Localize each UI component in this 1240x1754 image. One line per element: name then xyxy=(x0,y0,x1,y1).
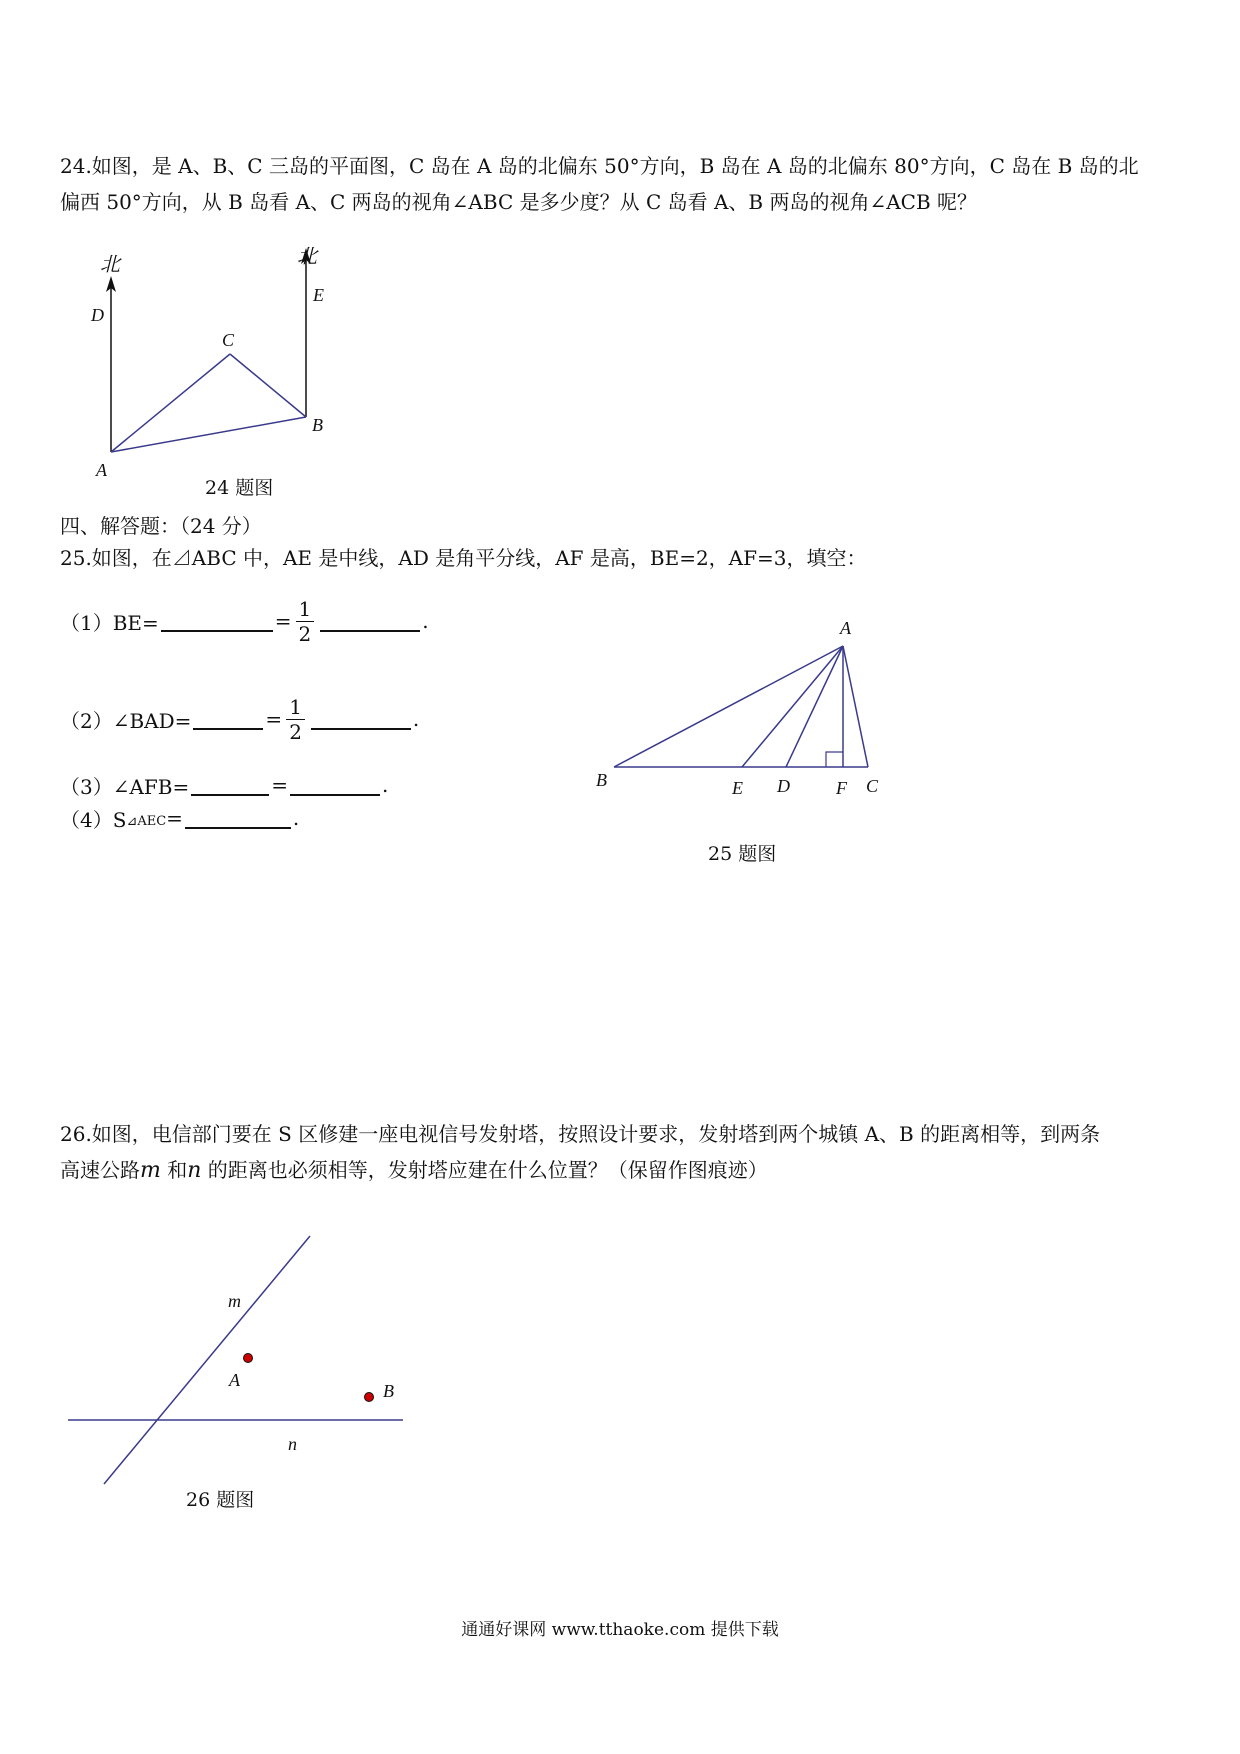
q25-text: 25.如图，在⊿ABC 中，AE 是中线，AD 是角平分线，AF 是高，BE=2，AF=3，填空： xyxy=(60,546,867,570)
label-north-right: 北 xyxy=(297,246,317,268)
item2-eq: = xyxy=(265,707,283,731)
label-a-25: A xyxy=(840,618,851,638)
label-a: A xyxy=(96,460,107,480)
label-e: E xyxy=(313,285,324,305)
q26-line2-b: 和 xyxy=(160,1158,188,1182)
caption-25: 25 题图 xyxy=(708,843,777,865)
caption-26: 26 题图 xyxy=(186,1489,255,1511)
label-c: C xyxy=(222,330,235,350)
item3-end: . xyxy=(382,773,389,797)
q26-line1: 26.如图，电信部门要在 S 区修建一座电视信号发射塔，按照设计要求，发射塔到两个城镇 A、B 的距离相等，到两条 xyxy=(60,1122,1101,1146)
label-e-25: E xyxy=(732,778,743,798)
item2-prefix: （2）∠BAD= xyxy=(60,708,192,733)
frac1-num: 1 xyxy=(296,597,315,622)
label-c-25: C xyxy=(866,776,879,796)
frac2-num: 1 xyxy=(286,695,305,720)
section4-heading: 四、解答题：（24 分） xyxy=(60,514,262,538)
caption-24: 24 题图 xyxy=(205,477,274,499)
footer: 通通好课网 www.tthaoke.com 提供下载 xyxy=(461,1620,779,1640)
label-d: D xyxy=(91,305,104,325)
item4-end: . xyxy=(292,806,300,830)
frac2-den: 2 xyxy=(289,719,302,744)
label-m: m xyxy=(228,1291,241,1311)
line-m xyxy=(104,1236,310,1484)
label-n: n xyxy=(288,1434,297,1454)
point-a xyxy=(244,1354,253,1363)
item4-eq: = xyxy=(166,806,183,830)
item3-eq: = xyxy=(271,773,289,797)
item4-prefix: （4）S xyxy=(60,807,127,832)
label-b: B xyxy=(312,415,323,435)
q26-line2-a: 高速公路 xyxy=(60,1158,140,1182)
item4-sub: ⊿AEC xyxy=(126,813,167,829)
item1-prefix: （1）BE= xyxy=(60,610,159,635)
item2-end: . xyxy=(412,707,420,731)
frac1-den: 2 xyxy=(298,621,312,646)
item3-prefix: （3）∠AFB= xyxy=(60,774,190,799)
item1-end: . xyxy=(422,609,429,633)
q26-m: m xyxy=(140,1158,161,1183)
q24-line2: 偏西 50°方向，从 B 岛看 A、C 两岛的视角∠ABC 是多少度？从 C 岛看 A、B 两岛的视角∠ACB 呢？ xyxy=(60,190,978,214)
label-f-25: F xyxy=(836,778,847,798)
q24-line1: 24.如图，是 A、B、C 三岛的平面图，C 岛在 A 岛的北偏东 50°方向，B 岛在 A 岛的北偏东 80°方向，C 岛在 B 岛的北 xyxy=(60,154,1139,178)
label-b-26: B xyxy=(383,1381,394,1401)
label-north-left: 北 xyxy=(100,254,120,276)
label-d-25: D xyxy=(777,776,790,796)
point-b xyxy=(365,1393,374,1402)
label-a-26: A xyxy=(229,1370,240,1390)
item1-eq: = xyxy=(274,609,292,633)
q26-n: n xyxy=(187,1158,202,1183)
label-b-25: B xyxy=(596,770,607,790)
q26-line2-c: 的距离也必须相等，发射塔应建在什么位置？（保留作图痕迹） xyxy=(201,1158,768,1182)
